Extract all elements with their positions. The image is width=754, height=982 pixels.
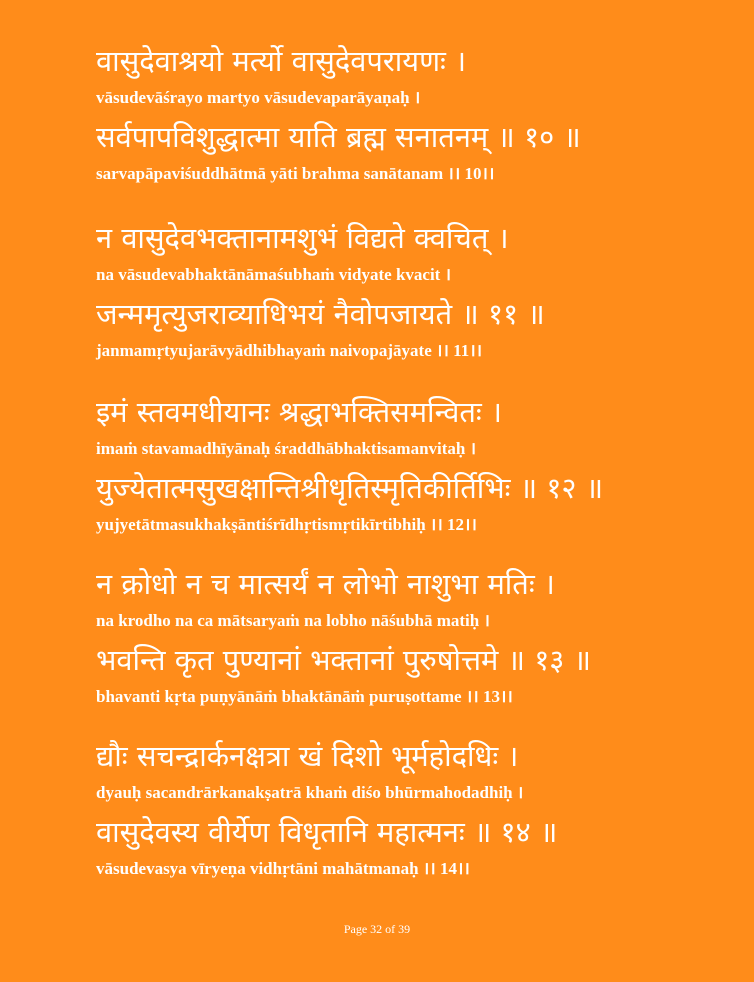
verse-transliteration-line: vāsudevāśrayo martyo vāsudevaparāyaṇaḥ । <box>96 88 421 107</box>
verse-devanagari-line: जन्ममृत्युजराव्याधिभयं नैवोपजायते ॥ ११ ॥ <box>96 297 545 331</box>
verse-transliteration-line: vāsudevasya vīryeṇa vidhṛtāni mahātmanaḥ ।। 14।। <box>96 859 470 878</box>
verse-devanagari-line: सर्वपापविशुद्धात्मा याति ब्रह्म सनातनम् ॥ १० ॥ <box>96 120 581 154</box>
verse-13 <box>96 563 716 715</box>
verse-devanagari-line: वासुदेवाश्रयो मर्त्यो वासुदेवपरायणः । <box>96 44 467 78</box>
verse-devanagari-line: द्यौः सचन्द्रार्कनक्षत्रा खं दिशो भूर्महोदधिः । <box>96 739 519 773</box>
page-number: Page 32 of 39 <box>343 922 411 936</box>
verse-transliteration-line: janmamṛtyujarāvyādhibhayaṁ naivopajāyate ।। 11।। <box>96 341 483 360</box>
verse-11 <box>96 217 716 369</box>
verse-transliteration-line: na vāsudevabhaktānāmaśubhaṁ vidyate kvacit । <box>96 265 452 284</box>
verse-transliteration-line: imaṁ stavamadhīyānaḥ śraddhābhaktisamanvitaḥ । <box>96 439 477 458</box>
verse-devanagari-line: न वासुदेवभक्तानामशुभं विद्यते क्वचित् । <box>96 221 509 255</box>
verse-transliteration-line: yujyetātmasukhakṣāntiśrīdhṛtismṛtikīrtibhiḥ ।। 12।। <box>96 515 477 534</box>
verse-devanagari-line: न क्रोधो न च मात्सर्यं न लोभो नाशुभा मतिः । <box>96 567 555 601</box>
verse-10 <box>96 40 716 192</box>
verse-devanagari-line: भवन्ति कृत पुण्यानां भक्तानां पुरुषोत्तमे ॥ १३ ॥ <box>96 643 591 677</box>
verse-transliteration-line: dyauḥ sacandrārkanakṣatrā khaṁ diśo bhūrmahodadhiḥ । <box>96 783 524 802</box>
verse-14 <box>96 735 716 887</box>
verse-devanagari-line: इमं स्तवमधीयानः श्रद्धाभक्तिसमन्वितः । <box>96 395 502 429</box>
verse-transliteration-line: na krodho na ca mātsaryaṁ na lobho nāśubhā matiḥ । <box>96 611 490 630</box>
verse-devanagari-line: वासुदेवस्य वीर्येण विधृतानि महात्मनः ॥ १४ ॥ <box>96 815 558 849</box>
verse-12 <box>96 391 716 543</box>
verse-devanagari-line: युज्येतात्मसुखक्षान्तिश्रीधृतिस्मृतिकीर्तिभिः ॥ १२ ॥ <box>96 471 604 505</box>
verse-transliteration-line: sarvapāpaviśuddhātmā yāti brahma sanātanam ।। 10।। <box>96 164 495 183</box>
verse-transliteration-line: bhavanti kṛta puṇyānāṁ bhaktānāṁ puruṣottame ।। 13।। <box>96 687 513 706</box>
